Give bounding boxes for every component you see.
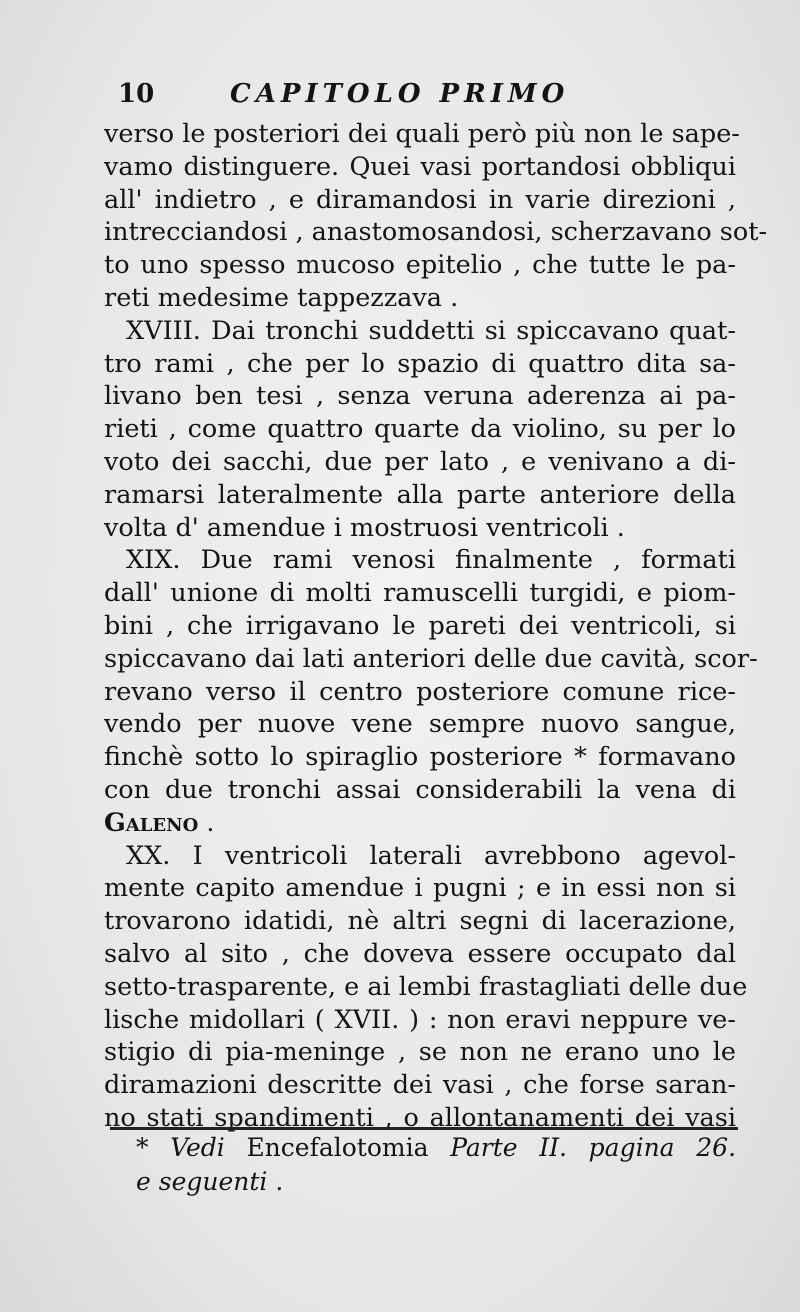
text-line: spiccavano dai lati anteriori delle due cavità, scor- <box>104 643 758 674</box>
text-line: volta d' amendue i mostruosi ventricoli . <box>104 512 625 543</box>
tail-punctuation: . <box>198 807 215 838</box>
text-line: voto dei sacchi, due per lato , e venivano a di- <box>104 446 736 477</box>
text-line: ramarsi lateralmente alla parte anteriore della <box>104 479 736 510</box>
text-line: setto-trasparente, e ai lembi frastagliati delle due <box>104 971 748 1002</box>
text-line: stigio di pia-meninge , se non ne erano uno le <box>104 1037 736 1068</box>
text-line: revano verso il centro posteriore comune rice- <box>104 676 736 707</box>
name-galeno: Galeno <box>104 807 199 838</box>
body-text <box>104 118 768 1135</box>
text-line: XIX. Due rami venosi finalmente , formati <box>126 545 736 576</box>
text-line: bini , che irrigavano le pareti dei ventricoli, si <box>104 610 736 641</box>
text-line: finchè sotto lo spiraglio posteriore * formavano <box>104 742 736 773</box>
text-line: livano ben tesi , senza veruna aderenza ai pa- <box>104 381 736 412</box>
text-line: vamo distinguere. Quei vasi portandosi obbliqui <box>104 151 736 182</box>
footnote-mark: * <box>136 1133 149 1162</box>
text-line: rieti , come quattro quarte da violino, su per lo <box>104 414 736 445</box>
running-head: CAPITOLO PRIMO <box>230 79 570 109</box>
text-line: vendo per nuove vene sempre nuovo sangue, <box>104 709 736 740</box>
text-line: dall' unione di molti ramuscelli turgidi, e piom- <box>104 578 736 609</box>
text-line <box>104 807 736 840</box>
text-line: salvo al sito , che doveva essere occupato dal <box>104 938 736 969</box>
footnote-seguenti: e seguenti . <box>136 1167 284 1196</box>
footnote-line <box>136 1131 736 1165</box>
text-line: XVIII. Dai tronchi suddetti si spiccavano quat- <box>126 315 736 346</box>
text-line: intrecciandosi , anastomosandosi, scherzavano sot- <box>104 217 768 248</box>
footnote-rule <box>110 1127 738 1130</box>
text-line: reti medesime tappezzava . <box>104 282 459 313</box>
page-number: 10 <box>118 79 155 109</box>
footnote-title: Encefalotomia <box>246 1133 429 1162</box>
footnote-number: 26. <box>696 1133 737 1162</box>
text-line: XX. I ventricoli laterali avrebbono agevol- <box>126 840 736 871</box>
footnote-vedi: Vedi <box>170 1133 225 1162</box>
text-line: to uno spesso mucoso epitelio , che tutte le pa- <box>104 250 736 281</box>
footnote-parte: Parte II. <box>450 1133 567 1162</box>
text-line: diramazioni descritte dei vasi , che forse saran- <box>104 1070 736 1101</box>
text-line: con due tronchi assai considerabili la vena di <box>104 774 736 805</box>
text-line: trovarono idatidi, nè altri segni di lacerazione, <box>104 906 736 937</box>
text-line: all' indietro , e diramandosi in varie direzioni , <box>104 184 736 215</box>
footnote-pagina: pagina <box>588 1133 675 1162</box>
text-line: no stati spandimenti , o allontanamenti dei vasi <box>104 1102 736 1133</box>
text-line: lische midollari ( XVII. ) : non eravi neppure ve- <box>104 1004 736 1035</box>
page-header <box>118 74 738 114</box>
text-line: verso le posteriori dei quali però più non le sape- <box>104 119 740 149</box>
text-line: mente capito amendue i pugni ; e in essi non si <box>104 873 736 904</box>
footnote <box>136 1131 736 1199</box>
text-line: tro rami , che per lo spazio di quattro dita sa- <box>104 348 736 379</box>
